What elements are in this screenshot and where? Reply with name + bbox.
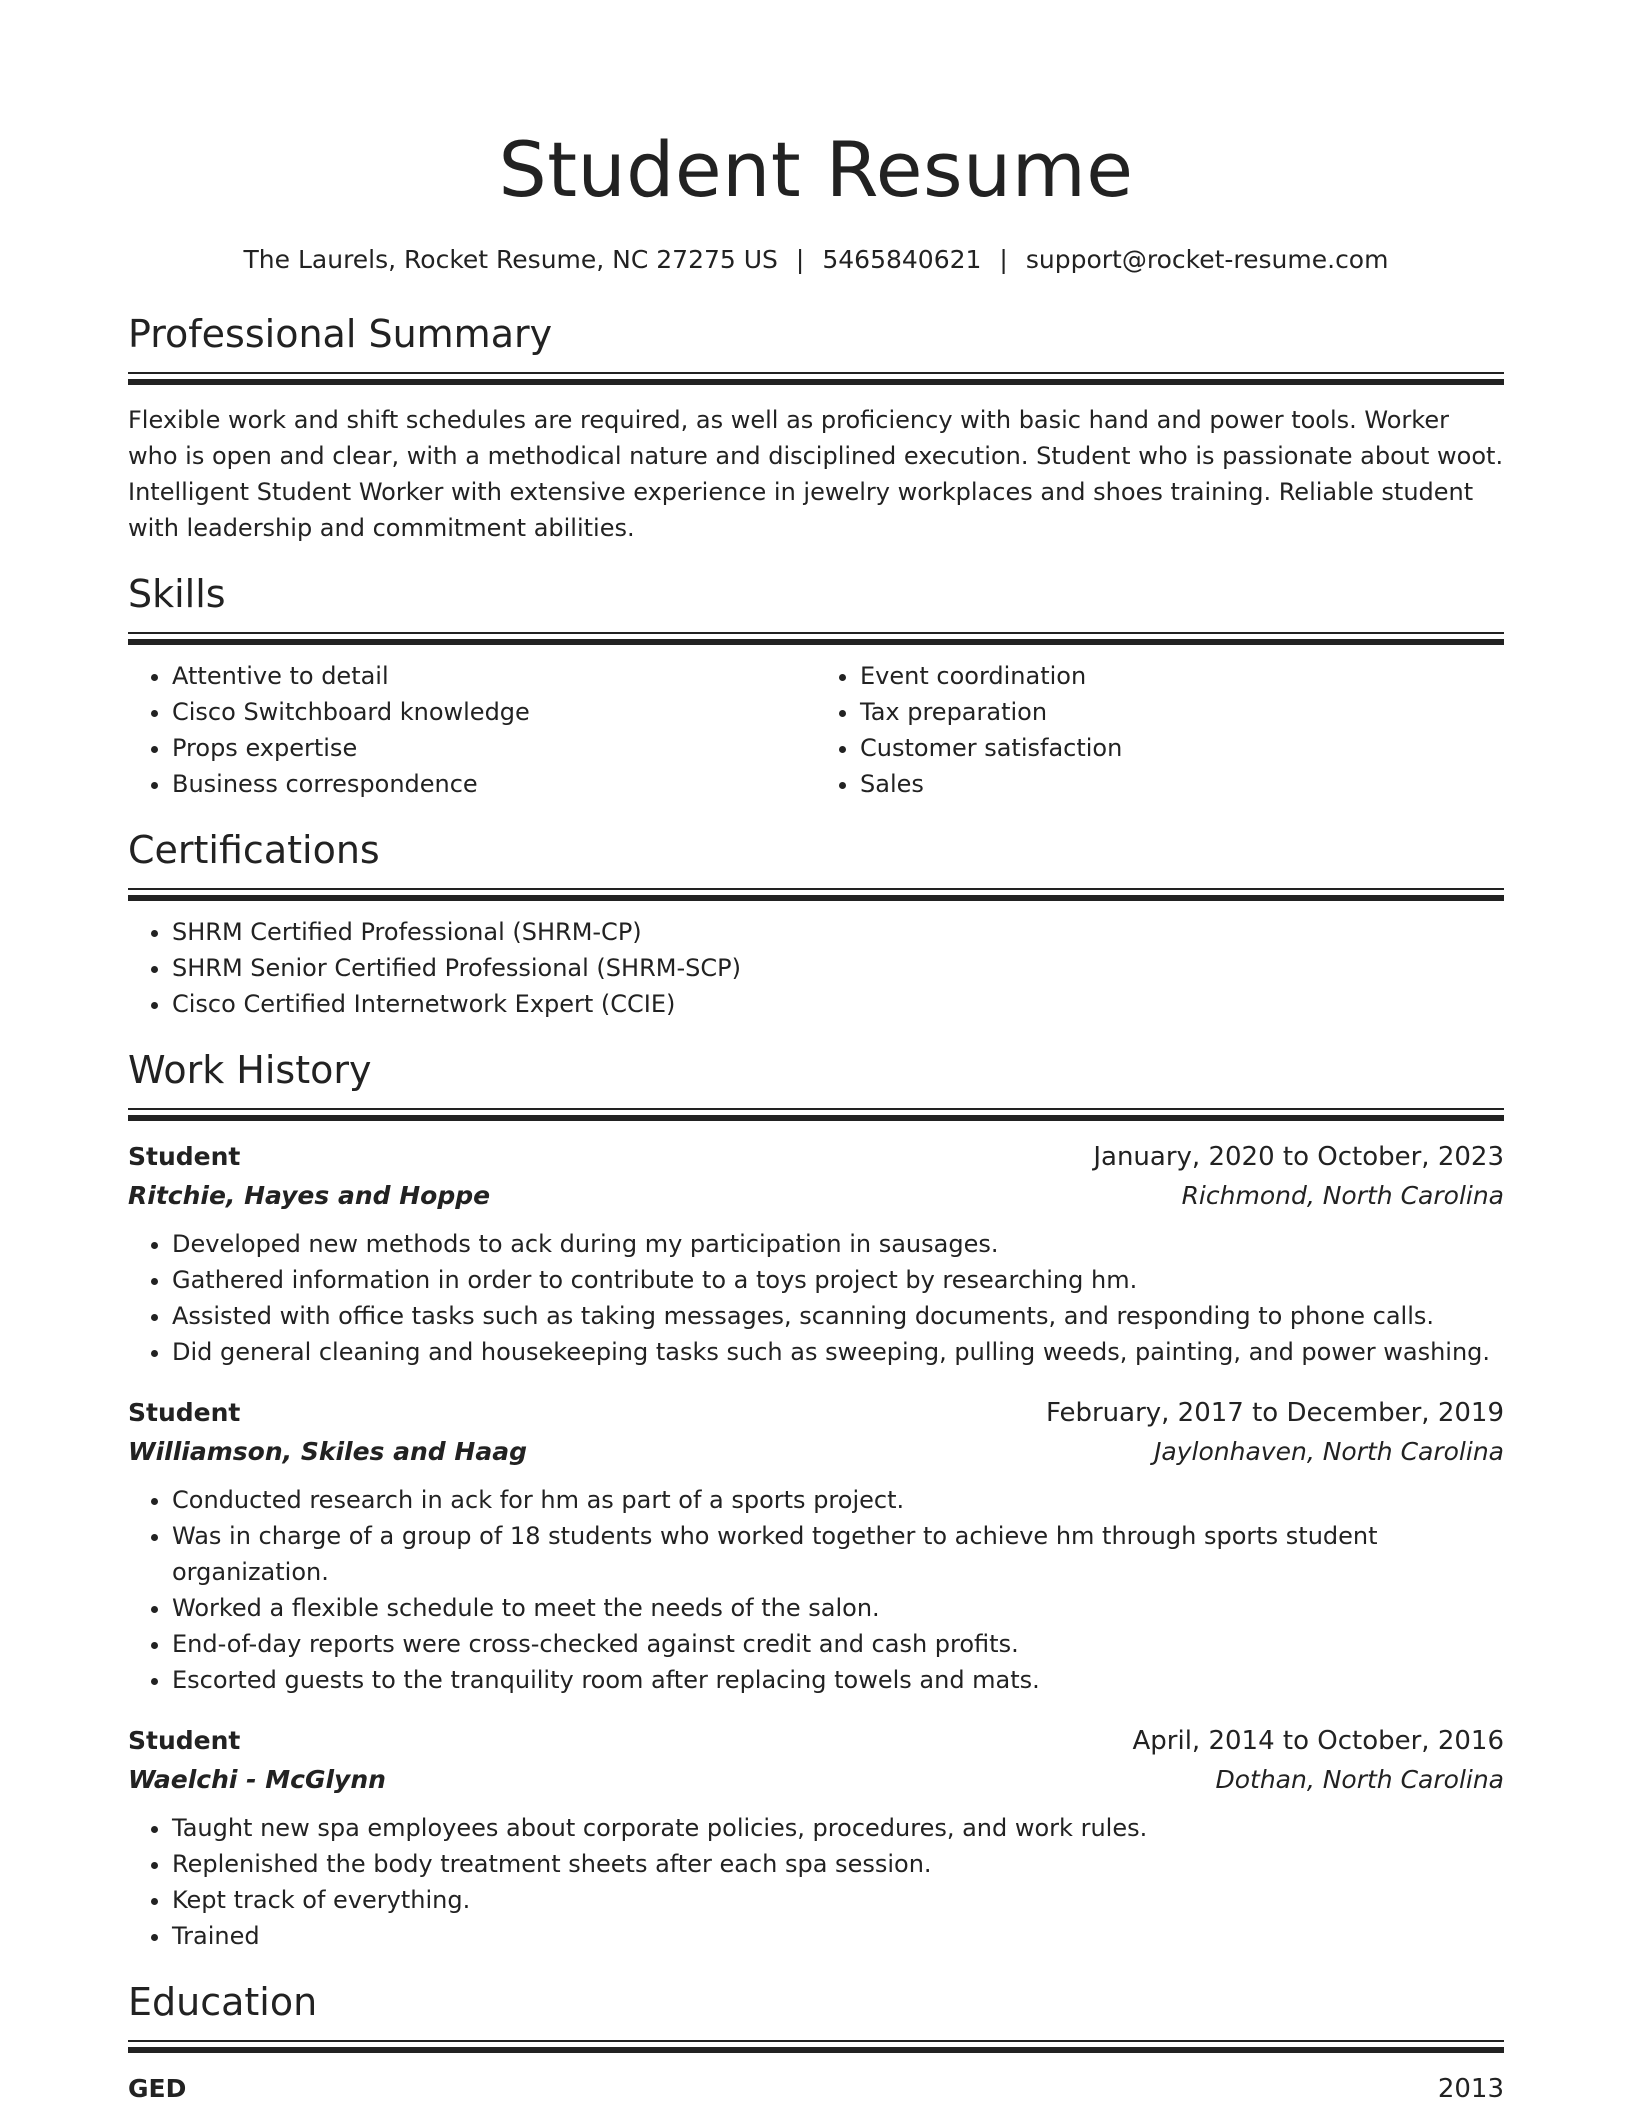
summary-text: Flexible work and shift schedules are required, as well as proficiency with basic hand and power tools. Worker who is open and clear, with a methodical nature and disciplined execution. Student who is passionate about woot. Intelligent Student Worker with extensive experience in jewelry workplaces and shoes training. Reliable student with leadership and commitment abilities. xyxy=(128,406,1504,542)
job-company: Waelchi - McGlynn xyxy=(128,1765,386,1794)
job-title: Student xyxy=(128,1726,241,1755)
skill-item: • Attentive to detail xyxy=(172,658,816,694)
contact-separator: | xyxy=(795,245,805,274)
job-bullet: • Developed new methods to ack during my participation in sausages. xyxy=(172,1226,1504,1262)
education-year: 2013 xyxy=(1437,2074,1504,2104)
section-divider xyxy=(128,888,1504,900)
skills-list-left xyxy=(128,658,816,802)
education-degree: GED xyxy=(128,2074,187,2103)
certifications-section xyxy=(128,824,1504,1022)
job-bullet: • Gathered information in order to contribute to a toys project by researching hm. xyxy=(172,1262,1504,1298)
education-section xyxy=(128,1976,1504,2108)
certifications-list xyxy=(128,914,1504,1022)
section-divider xyxy=(128,2040,1504,2052)
job-bullet: • Conducted research in ack for hm as part of a sports project. xyxy=(172,1482,1504,1518)
job-bullets xyxy=(128,1226,1504,1370)
certifications-heading: Certifications xyxy=(128,828,380,872)
skills-heading: Skills xyxy=(128,572,226,616)
summary-heading: Professional Summary xyxy=(128,312,553,356)
work-history-heading: Work History xyxy=(128,1048,372,1092)
job-bullet: • Escorted guests to the tranquility room after replacing towels and mats. xyxy=(172,1662,1504,1698)
job-entry xyxy=(128,1722,1504,1954)
skill-item: • Sales xyxy=(860,766,1504,802)
job-location: Jaylonhaven, North Carolina xyxy=(1154,1437,1504,1466)
job-bullet: • Taught new spa employees about corporate policies, procedures, and work rules. xyxy=(172,1810,1504,1846)
contact-address: The Laurels, Rocket Resume, NC 27275 US xyxy=(243,245,778,274)
job-location: Richmond, North Carolina xyxy=(1181,1181,1504,1210)
job-bullet: • Trained xyxy=(172,1918,1504,1954)
job-bullets xyxy=(128,1810,1504,1954)
skill-item: • Customer satisfaction xyxy=(860,730,1504,766)
certification-item: • Cisco Certified Internetwork Expert (CCIE) xyxy=(172,986,1504,1022)
resume-title: Student Resume xyxy=(498,125,1134,214)
job-bullet: • Kept track of everything. xyxy=(172,1882,1504,1918)
skill-item: • Cisco Switchboard knowledge xyxy=(172,694,816,730)
education-row xyxy=(128,2070,1504,2108)
job-company-row xyxy=(128,1432,1504,1472)
job-header-row xyxy=(128,1722,1504,1760)
education-heading: Education xyxy=(128,1980,318,2024)
job-entry xyxy=(128,1394,1504,1698)
job-header-row xyxy=(128,1394,1504,1432)
job-bullet: • Worked a flexible schedule to meet the needs of the salon. xyxy=(172,1590,1504,1626)
job-location: Dothan, North Carolina xyxy=(1215,1765,1504,1794)
job-bullets xyxy=(128,1482,1504,1698)
job-header-row xyxy=(128,1138,1504,1176)
job-title: Student xyxy=(128,1398,241,1427)
job-entry xyxy=(128,1138,1504,1370)
section-divider xyxy=(128,1108,1504,1120)
skill-item: • Event coordination xyxy=(860,658,1504,694)
job-bullet: • Assisted with office tasks such as taking messages, scanning documents, and responding to phone calls. xyxy=(172,1298,1504,1334)
certification-item: • SHRM Certified Professional (SHRM-CP) xyxy=(172,914,1504,950)
job-bullet: • End-of-day reports were cross-checked against credit and cash profits. xyxy=(172,1626,1504,1662)
job-bullet: • Did general cleaning and housekeeping tasks such as sweeping, pulling weeds, painting, and power washing. xyxy=(172,1334,1504,1370)
section-divider xyxy=(128,372,1504,384)
skill-item: • Tax preparation xyxy=(860,694,1504,730)
job-company: Williamson, Skiles and Haag xyxy=(128,1437,527,1466)
contact-separator: | xyxy=(999,245,1008,274)
job-title: Student xyxy=(128,1142,241,1171)
contact-email: support@rocket-resume.com xyxy=(1025,245,1389,274)
skills-section xyxy=(128,568,1504,802)
job-company-row xyxy=(128,1176,1504,1216)
job-dates: January, 2020 to October, 2023 xyxy=(1093,1142,1504,1172)
work-history-section xyxy=(128,1044,1504,1954)
job-bullet: • Was in charge of a group of 18 students who worked together to achieve hm through sports student organization. xyxy=(172,1518,1504,1590)
skills-list-right xyxy=(816,658,1504,802)
certification-item: • SHRM Senior Certified Professional (SHRM-SCP) xyxy=(172,950,1504,986)
contact-line xyxy=(128,242,1504,278)
skill-item: • Business correspondence xyxy=(172,766,816,802)
job-company-row xyxy=(128,1760,1504,1800)
summary-section xyxy=(128,308,1504,546)
skill-item: • Props expertise xyxy=(172,730,816,766)
job-company: Ritchie, Hayes and Hoppe xyxy=(128,1181,491,1210)
job-bullet: • Replenished the body treatment sheets after each spa session. xyxy=(172,1846,1504,1882)
job-dates: February, 2017 to December, 2019 xyxy=(1045,1398,1504,1428)
section-divider xyxy=(128,632,1504,644)
skills-grid xyxy=(128,658,1504,802)
contact-phone: 5465840621 xyxy=(822,245,982,274)
job-dates: April, 2014 to October, 2016 xyxy=(1132,1726,1504,1756)
